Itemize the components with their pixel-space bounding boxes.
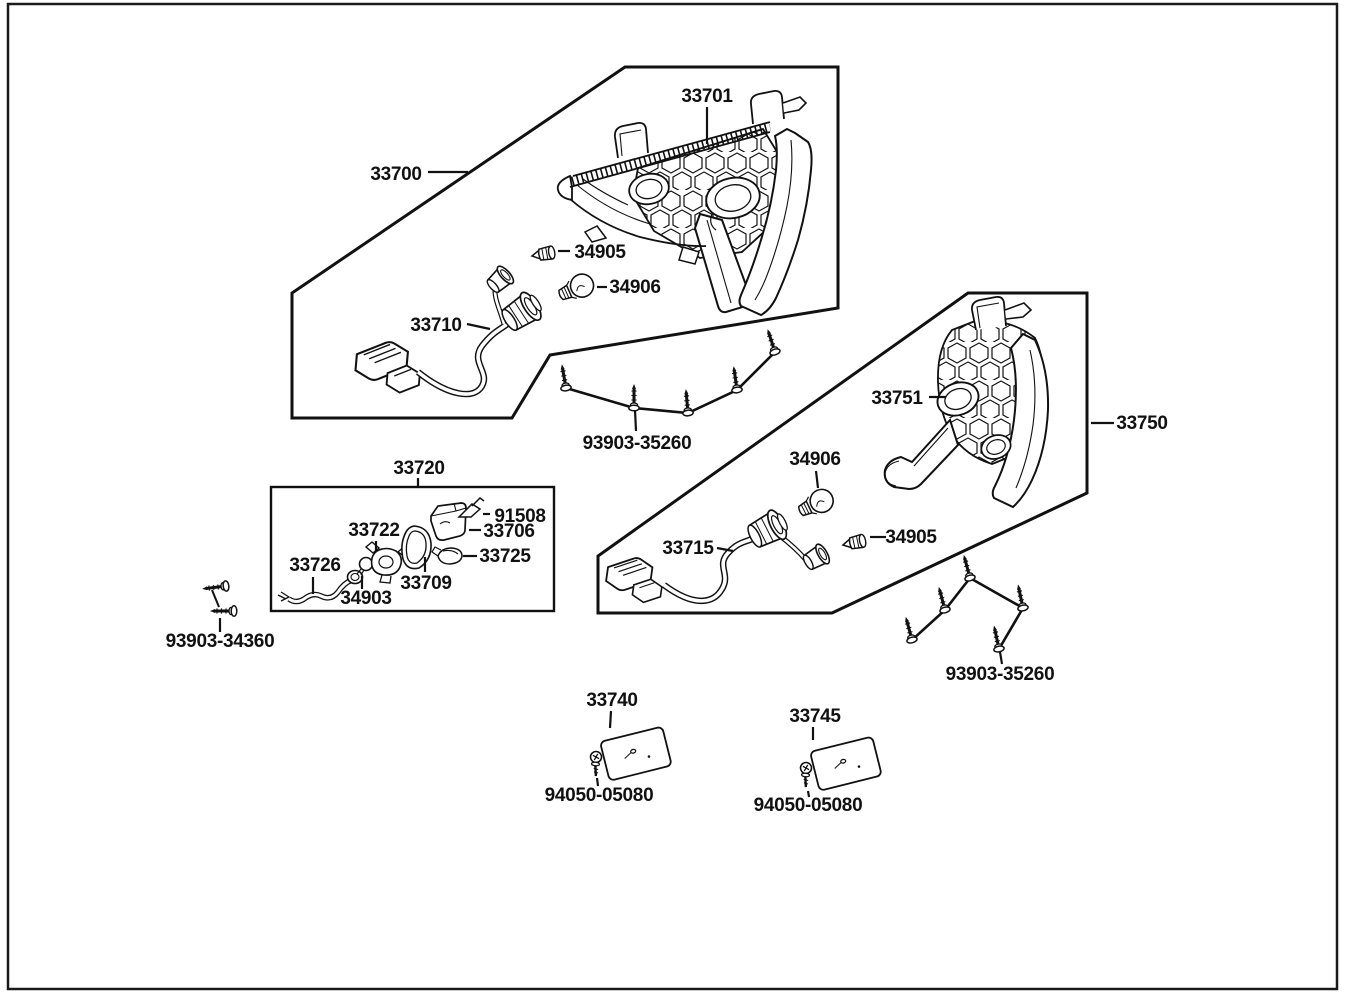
part-label-33720: 33720	[393, 458, 445, 479]
part-label-94050-05080-right: 94050-05080	[753, 795, 863, 816]
part-label-33700: 33700	[370, 164, 422, 185]
wire-harness-33715	[604, 506, 832, 604]
part-label-33706: 33706	[483, 521, 535, 542]
screw-94050-left	[589, 751, 602, 776]
part-label-33726: 33726	[289, 555, 341, 576]
screw-group-93903-35260-right	[901, 553, 1029, 652]
part-label-93903-35260-left: 93903-35260	[582, 433, 692, 454]
license-lamp-parts-group	[278, 498, 484, 602]
part-label-93903-35260-right: 93903-35260	[945, 664, 1055, 685]
part-label-34905-left: 34905	[574, 242, 626, 263]
part-label-94050-05080-left: 94050-05080	[544, 785, 654, 806]
page-border	[8, 4, 1337, 989]
part-label-33745: 33745	[789, 706, 841, 727]
part-label-33715: 33715	[662, 538, 714, 559]
part-label-33725: 33725	[479, 546, 531, 567]
part-label-33740: 33740	[586, 690, 638, 711]
plate-33745-drawing	[810, 737, 882, 791]
part-label-91508: 91508	[494, 506, 546, 527]
part-label-34903: 34903	[340, 588, 392, 609]
part-label-34905-right: 34905	[885, 527, 937, 548]
part-label-33701: 33701	[681, 86, 733, 107]
screw-group-93903-34360	[202, 580, 237, 616]
part-label-33710: 33710	[410, 315, 462, 336]
screw-94050-right	[799, 762, 812, 787]
plate-33740-drawing	[600, 727, 672, 781]
part-label-34906-left: 34906	[609, 277, 661, 298]
part-label-34906-right: 34906	[789, 449, 841, 470]
bulb-34906-right	[795, 486, 837, 522]
part-label-93903-34360: 93903-34360	[165, 631, 275, 652]
bulb-34905-left	[531, 246, 556, 263]
part-label-33722: 33722	[348, 520, 400, 541]
bulb-34905-right	[842, 534, 867, 551]
part-label-33709: 33709	[400, 573, 452, 594]
screw-group-93903-35260-left	[557, 328, 781, 417]
headlight-unit-left-drawing	[558, 91, 812, 315]
part-label-33750: 33750	[1116, 413, 1168, 434]
part-label-33751: 33751	[871, 388, 923, 409]
bulb-34906-left	[555, 270, 597, 306]
